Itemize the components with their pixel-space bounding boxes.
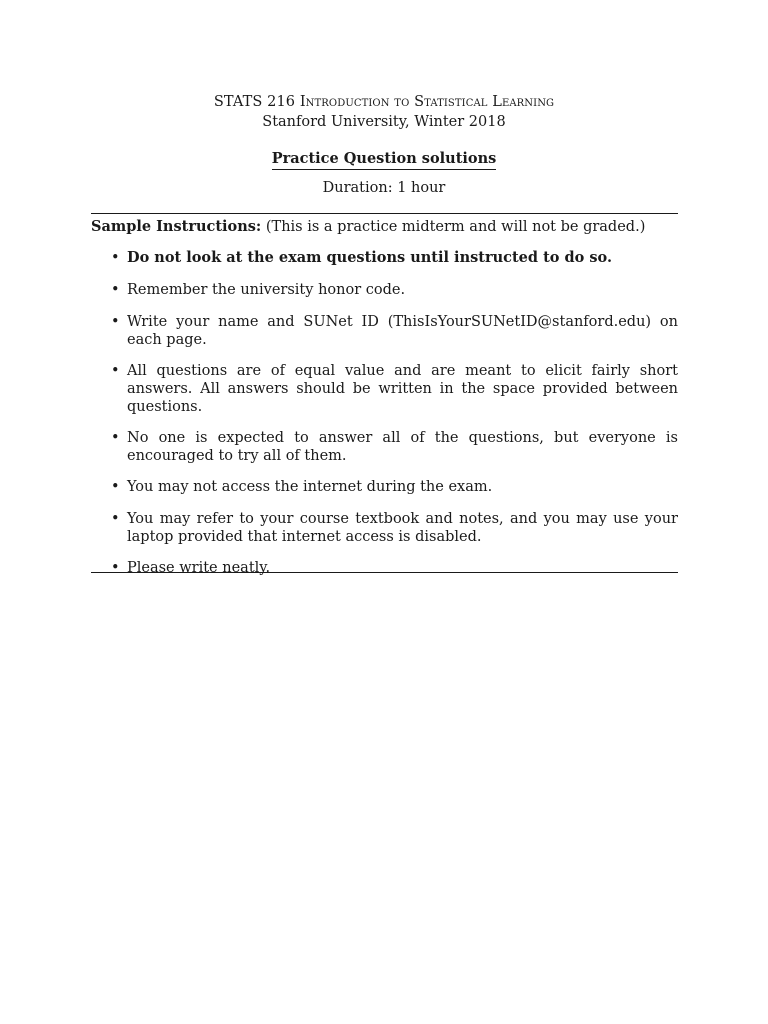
instruction-item bbox=[91, 478, 678, 496]
instruction-item bbox=[91, 281, 678, 299]
course-code: STATS 216 bbox=[213, 94, 296, 110]
exam-duration: Duration: 1 hour bbox=[322, 180, 446, 196]
instructions-heading bbox=[91, 218, 678, 236]
instruction-text: Write your name and SUNet ID (ThisIsYourSUNetID@stanford.edu) on each page. bbox=[127, 314, 678, 348]
instruction-text: You may refer to your course textbook and notes, and you may use your laptop provided that internet access is disabled. bbox=[127, 511, 678, 545]
document-subtitle: Practice Question solutions bbox=[272, 150, 497, 170]
top-divider bbox=[91, 213, 678, 214]
bottom-divider bbox=[91, 572, 678, 573]
instruction-text: All questions are of equal value and are meant to elicit fairly short answers. All answers should be written in the space provided between questions. bbox=[127, 363, 678, 415]
course-title bbox=[0, 92, 768, 112]
bullet-icon: • bbox=[111, 282, 120, 298]
subtitle-container bbox=[0, 148, 768, 170]
instructions-heading-note: (This is a practice midterm and will not be graded.) bbox=[265, 219, 646, 235]
instruction-text: Do not look at the exam questions until instructed to do so. bbox=[127, 249, 612, 266]
bullet-icon: • bbox=[111, 560, 120, 576]
instruction-text: No one is expected to answer all of the questions, but everyone is encouraged to try all of them. bbox=[127, 430, 678, 464]
course-name: Introduction to Statistical Learning bbox=[299, 94, 555, 110]
instruction-text: Please write neatly. bbox=[127, 560, 271, 576]
instruction-item bbox=[91, 429, 678, 465]
bullet-icon: • bbox=[111, 314, 120, 330]
document-header bbox=[0, 92, 768, 198]
bullet-icon: • bbox=[111, 363, 120, 379]
bullet-icon: • bbox=[111, 511, 120, 527]
instruction-item bbox=[91, 313, 678, 349]
instruction-item bbox=[91, 559, 678, 577]
instruction-item bbox=[91, 510, 678, 546]
instructions-heading-label: Sample Instructions: bbox=[91, 218, 262, 235]
instruction-text: Remember the university honor code. bbox=[127, 282, 406, 298]
instruction-list bbox=[91, 249, 678, 577]
instruction-item bbox=[91, 362, 678, 416]
bullet-icon: • bbox=[111, 250, 120, 266]
instruction-text: You may not access the internet during the exam. bbox=[127, 479, 493, 495]
university-term: Stanford University, Winter 2018 bbox=[262, 114, 506, 130]
instructions-section bbox=[91, 218, 678, 577]
instruction-item bbox=[91, 249, 678, 267]
bullet-icon: • bbox=[111, 479, 120, 495]
bullet-icon: • bbox=[111, 430, 120, 446]
